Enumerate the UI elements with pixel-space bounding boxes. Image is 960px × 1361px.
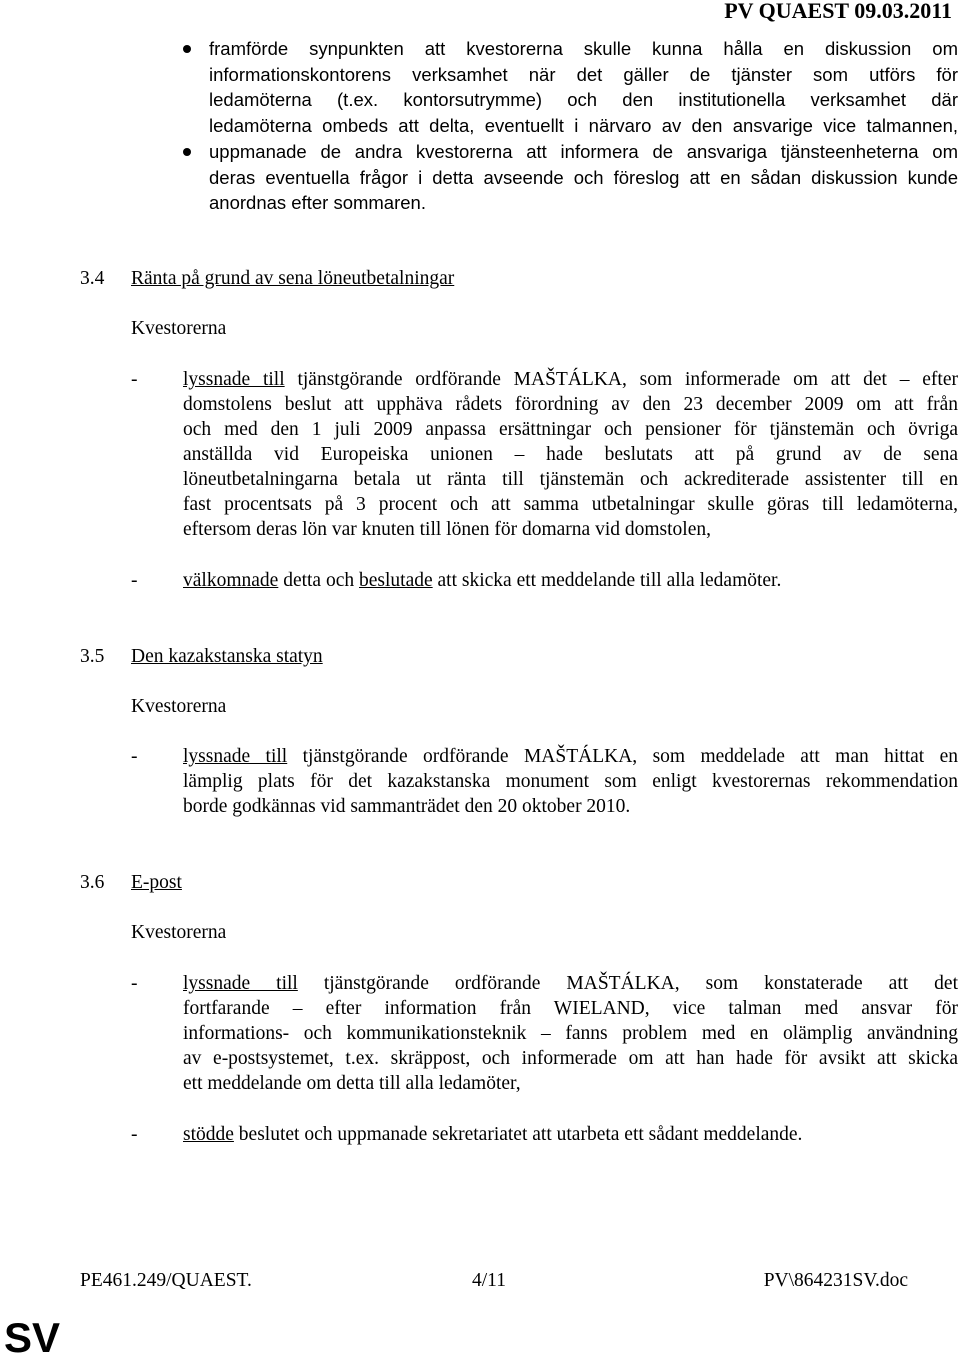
- text-line: deras eventuella frågor i detta avseende och föreslog att en sådan diskussion kunde: [209, 166, 958, 188]
- text-line: domstolens beslut att upphäva rådets förordning av den 23 december 2009 om att från: [183, 394, 958, 415]
- language-tag: SV: [4, 1314, 61, 1361]
- text-line: ledamöterna ombeds att delta, eventuellt i närvaro av den ansvarige vice talmannen,: [209, 114, 958, 136]
- text-line: borde godkännas vid sammanträdet den 20 oktober 2010.: [183, 796, 631, 817]
- bullet-dot: [183, 148, 191, 156]
- section-number: 3.6: [80, 872, 105, 893]
- text-line: och med den 1 juli 2009 anpassa ersättningar och pensioner för tjänstemän och övriga: [183, 419, 958, 440]
- text-line: ett meddelande om detta till alla ledamöter,: [183, 1073, 521, 1094]
- action-keyword: beslutade: [359, 570, 433, 591]
- text-line: fortfarande – efter information från WIELAND, vice talman med ansvar för: [183, 998, 958, 1019]
- text-line: [183, 971, 958, 996]
- section-title: Den kazakstanska statyn: [131, 646, 323, 667]
- speaker-label: Kvestorerna: [131, 318, 227, 339]
- footer-page-number: 4/11: [472, 1270, 506, 1291]
- text-line: anordnas efter sommaren.: [209, 192, 426, 213]
- decision-item: [183, 568, 958, 593]
- text-line: informationskontorens verksamhet när det gäller de tjänster som utförs för: [209, 63, 958, 85]
- text-span: tjänstgörande ordförande MAŠTÁLKA, som konstaterade att det: [297, 973, 958, 994]
- text-line: ledamöterna (t.ex. kontorsutrymme) och den institutionella verksamhet där: [209, 89, 958, 110]
- text-line: informations- och kommunikationsteknik – fanns problem med en olämplig användning: [183, 1023, 958, 1044]
- decision-item: [183, 971, 958, 1096]
- dash-marker: -: [131, 973, 138, 994]
- text-line: fast procentsats på 3 procent och att samma utbetalningar skulle göras till ledamöterna,: [183, 494, 958, 515]
- dash-marker: -: [131, 369, 138, 390]
- text-span: att skicka ett meddelande till alla ledamöter.: [432, 570, 782, 591]
- footer-document-reference: PE461.249/QUAEST.: [80, 1270, 252, 1291]
- footer-file-name: PV\864231SV.doc: [763, 1270, 908, 1291]
- text-span: tjänstgörande ordförande MAŠTÁLKA, som meddelade att man hittat en: [287, 746, 959, 767]
- text-line: av e-postsystemet, t.ex. skräppost, och informerade om att han hade för avsikt att skicka: [183, 1048, 958, 1069]
- section-number: 3.4: [80, 268, 105, 289]
- section-title: Ränta på grund av sena löneutbetalningar: [131, 268, 455, 289]
- text-line: eftersom deras lön var knuten till lönen för domarna vid domstolen,: [183, 519, 711, 540]
- text-line: lämplig plats för det kazakstanska monument som enligt kvestorernas rekommendation: [183, 771, 958, 792]
- text-span: detta och: [278, 570, 359, 591]
- decision-item: [183, 1122, 958, 1147]
- page-header-title: PV QUAEST 09.03.2011: [724, 0, 952, 23]
- text-line: löneutbetalningarna betala ut ränta till tjänstemän och ackrediterade assistenter till en: [183, 469, 958, 490]
- section-title: E-post: [131, 872, 182, 893]
- bullet-paragraph-1: [209, 36, 958, 138]
- section-number: 3.5: [80, 646, 105, 667]
- text-line: framförde synpunkten att kvestorerna skulle kunna hålla en diskussion om: [209, 38, 958, 59]
- text-span: tjänstgörande ordförande MAŠTÁLKA, som informerade om att det – efter: [284, 369, 958, 390]
- text-line: [183, 744, 958, 769]
- decision-item: [183, 367, 958, 542]
- action-keyword: lyssnade till: [183, 973, 298, 994]
- speaker-label: Kvestorerna: [131, 922, 227, 943]
- bullet-dot: [183, 45, 191, 53]
- dash-marker: -: [131, 570, 138, 591]
- decision-item: [183, 744, 958, 819]
- dash-marker: -: [131, 746, 138, 767]
- text-span: beslutet och uppmanade sekretariatet att utarbeta ett sådant meddelande.: [233, 1124, 803, 1145]
- speaker-label: Kvestorerna: [131, 696, 227, 717]
- action-keyword: välkomnade: [183, 570, 279, 591]
- text-line: [183, 367, 958, 392]
- text-line: anställda vid Europeiska unionen – hade beslutats att på grund av de sena: [183, 444, 958, 465]
- dash-marker: -: [131, 1124, 138, 1145]
- action-keyword: lyssnade till: [183, 369, 285, 390]
- action-keyword: stödde: [183, 1124, 234, 1145]
- text-line: uppmanade de andra kvestorerna att informera de ansvariga tjänsteenheterna om: [209, 141, 958, 162]
- action-keyword: lyssnade till: [183, 746, 288, 767]
- bullet-paragraph-2: [209, 139, 958, 216]
